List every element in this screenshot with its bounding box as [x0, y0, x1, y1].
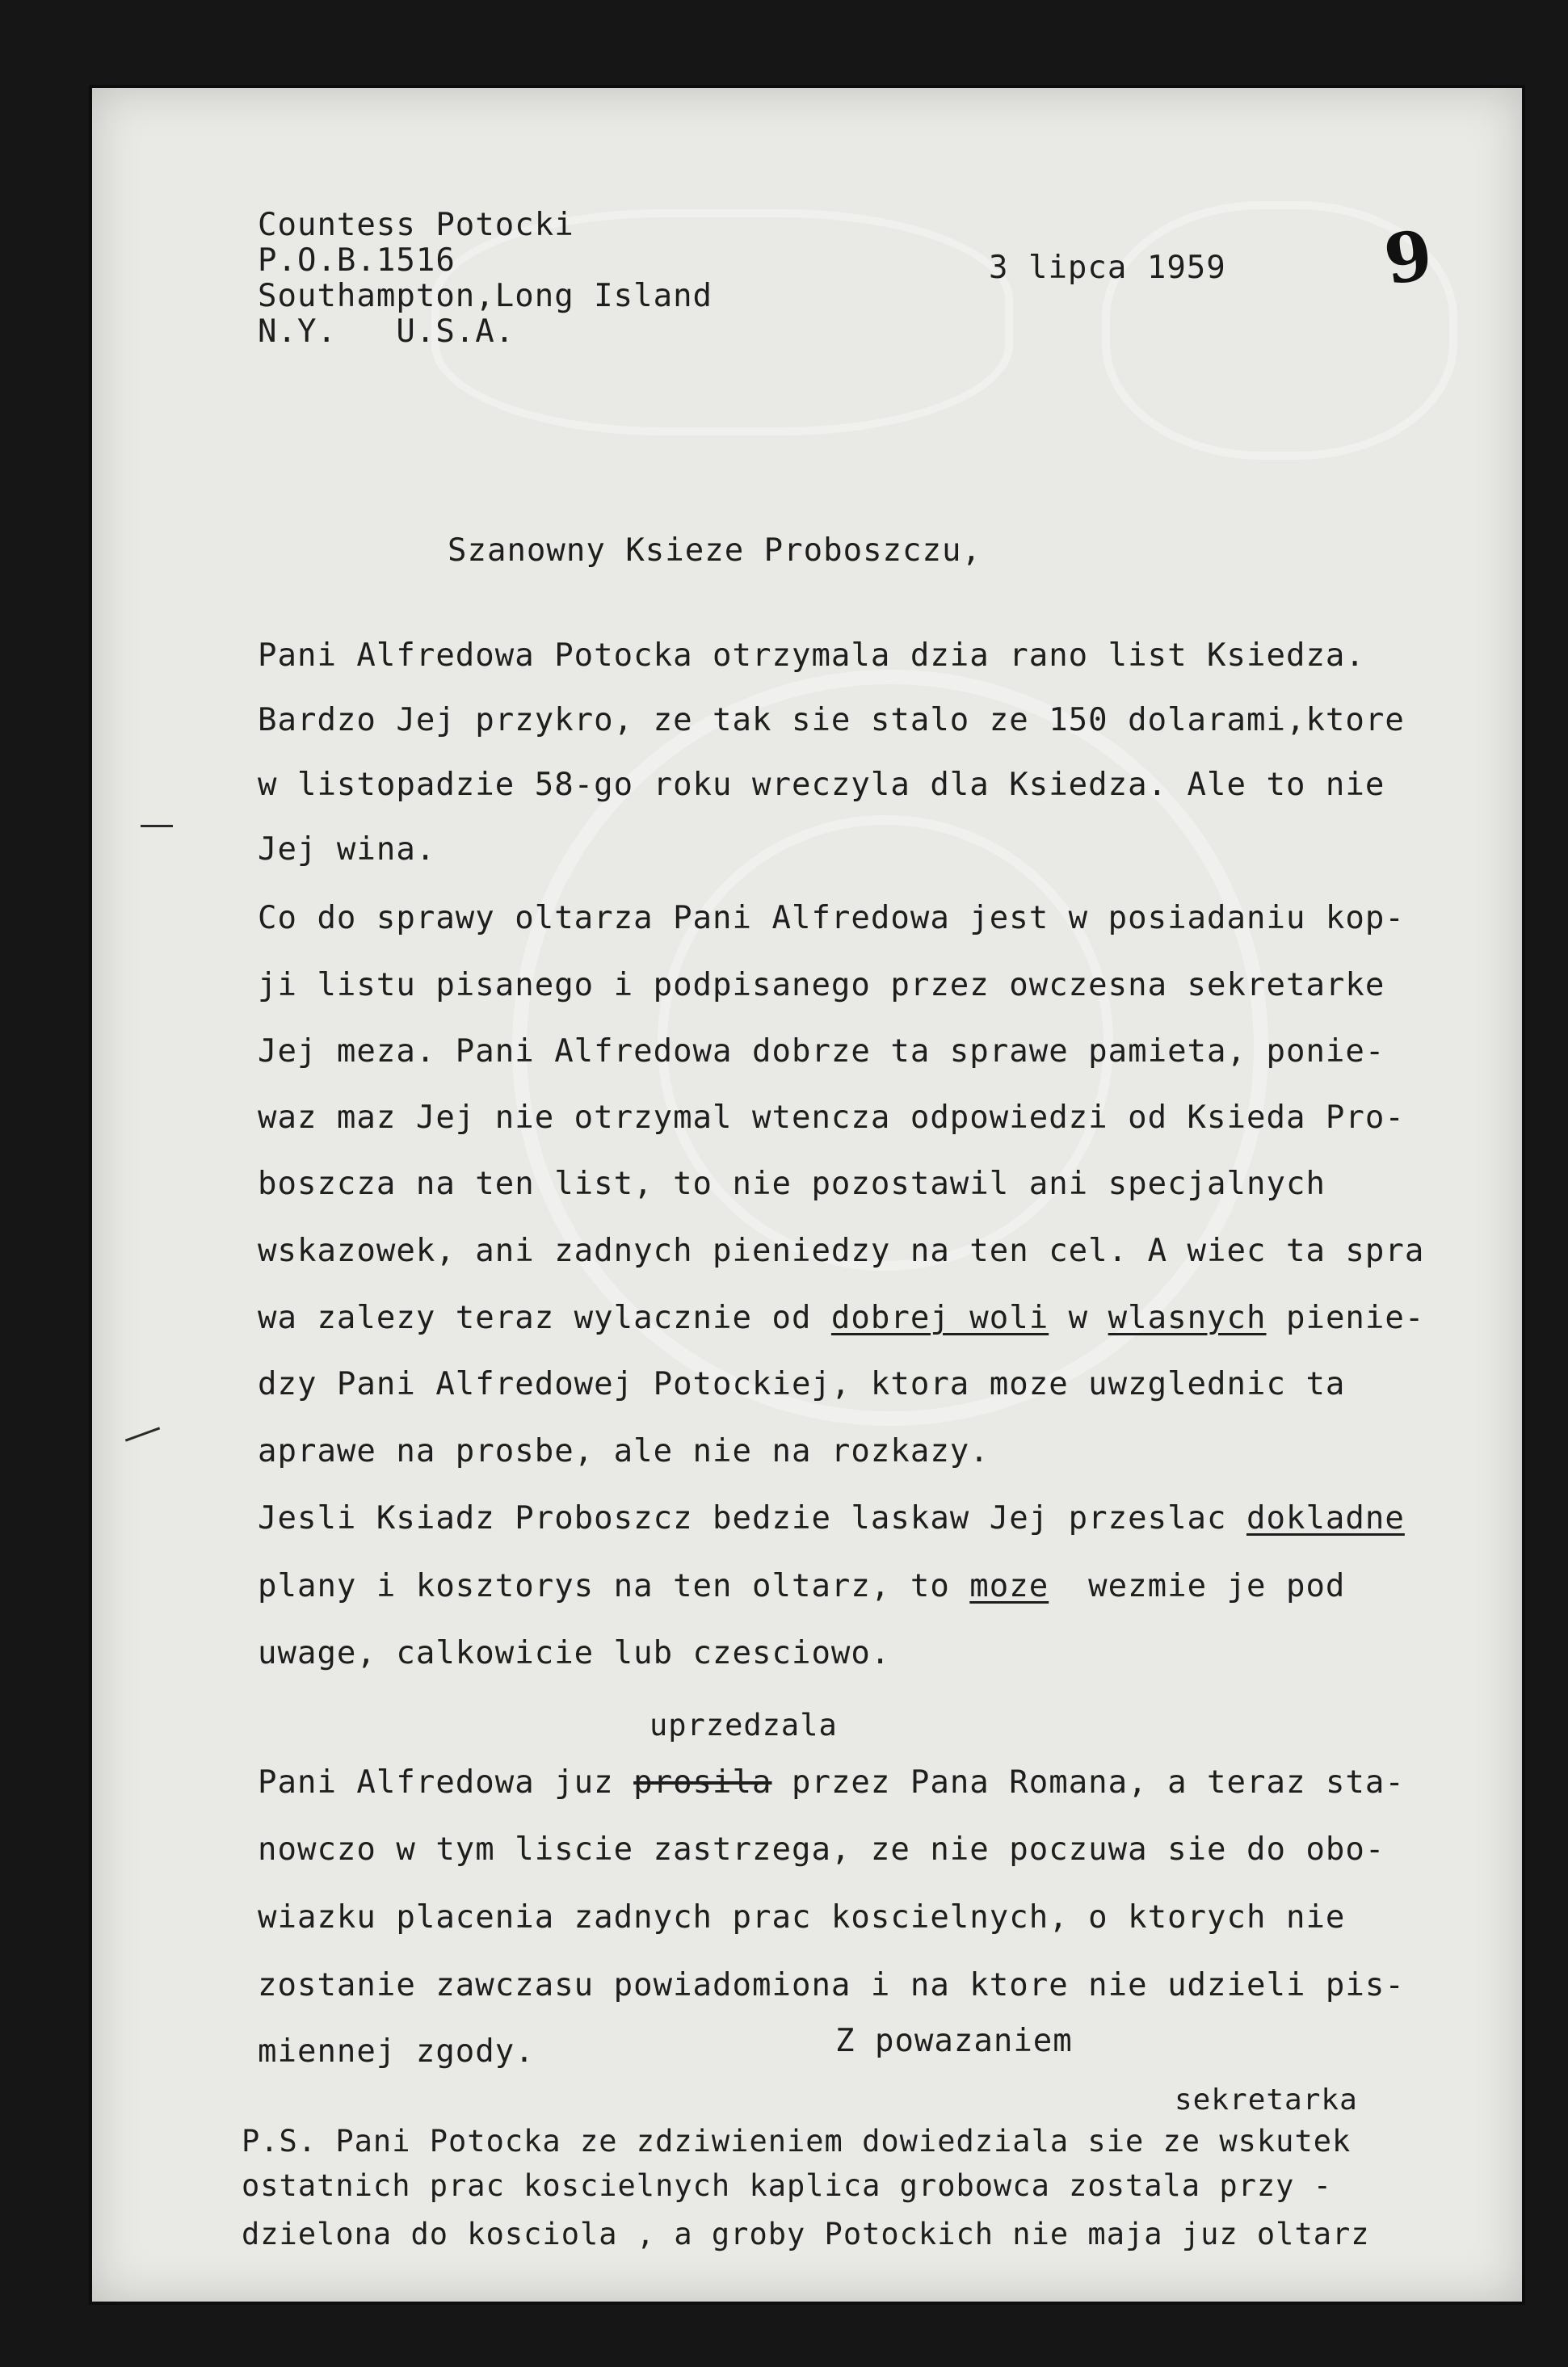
body-line — [258, 1764, 1405, 1801]
body-line: Jej wina. — [258, 831, 436, 868]
body-line — [258, 1568, 1345, 1604]
body-text: wezmie je pod — [1049, 1568, 1346, 1604]
postscript-line: ostatnich prac koscielnych kaplica grobowca zostala przy - — [242, 2168, 1333, 2203]
body-text: w — [1049, 1300, 1108, 1336]
margin-mark — [125, 1427, 160, 1441]
body-line: ji listu pisanego i podpisanego przez owczesna sekretarke — [258, 967, 1385, 1003]
body-line: Co do sprawy oltarza Pani Alfredowa jest w posiadaniu kop- — [258, 900, 1405, 936]
body-line: boszcza na ten list, to nie pozostawil ani specjalnych — [258, 1166, 1326, 1202]
body-line — [258, 1300, 1424, 1336]
address-line: N.Y. U.S.A. — [258, 313, 515, 350]
body-line: dzy Pani Alfredowej Potockiej, ktora moze uwzglednic ta — [258, 1366, 1346, 1402]
closing: Z powazaniem — [835, 2023, 1073, 2059]
letter-date: 3 lipca 1959 — [989, 250, 1226, 286]
body-text: Jesli Ksiadz Proboszcz bedzie laskaw Jej przeslac — [258, 1500, 1246, 1537]
underlined-text: dokladne — [1246, 1500, 1405, 1537]
underlined-text: moze — [969, 1568, 1049, 1604]
body-text: plany i kosztorys na ten oltarz, to — [258, 1568, 970, 1604]
signature-title: sekretarka — [1175, 2083, 1358, 2117]
margin-mark — [141, 825, 173, 827]
body-line: zostanie zawczasu powiadomiona i na ktore nie udzieli pis- — [258, 1967, 1405, 2003]
body-text: wa zalezy teraz wylacznie od — [258, 1300, 831, 1336]
body-line: waz maz Jej nie otrzymal wtencza odpowiedzi od Ksieda Pro- — [258, 1099, 1405, 1136]
body-line: miennej zgody. — [258, 2033, 535, 2070]
body-text: Pani Alfredowa juz — [258, 1764, 634, 1801]
salutation: Szanowny Ksieze Proboszczu, — [448, 532, 982, 569]
underlined-text: wlasnych — [1108, 1300, 1267, 1336]
body-line — [258, 1500, 1405, 1537]
body-line: Pani Alfredowa Potocka otrzymala dzia rano list Ksiedza. — [258, 637, 1365, 674]
body-line: wiazku placenia zadnych prac koscielnych, o ktorych nie — [258, 1899, 1346, 1936]
address-line: Southampton,Long Island — [258, 278, 713, 314]
body-line: w listopadzie 58-go roku wreczyla dla Ksiedza. Ale to nie — [258, 767, 1385, 803]
struck-text: prosila — [633, 1764, 772, 1801]
postscript-line: P.S. Pani Potocka ze zdziwieniem dowiedziala sie ze wskutek — [242, 2124, 1352, 2159]
handwritten-insertion: uprzedzala — [649, 1708, 838, 1743]
body-line: uwage, calkowicie lub czesciowo. — [258, 1635, 891, 1671]
body-line: wskazowek, ani zadnych pieniedzy na ten cel. A wiec ta spra — [258, 1233, 1425, 1269]
underlined-text: dobrej woli — [830, 1300, 1049, 1336]
sender-address — [258, 208, 713, 350]
letter-page — [89, 85, 1525, 2305]
postscript-line: dzielona do kosciola , a groby Potockich nie maja juz oltarz — [242, 2217, 1370, 2251]
body-line: aprawe na prosbe, ale nie na rozkazy. — [258, 1433, 990, 1469]
address-line: P.O.B.1516 — [258, 242, 456, 279]
body-line: nowczo w tym liscie zastrzega, ze nie poczuwa sie do obo- — [258, 1831, 1385, 1868]
page-number: 9 — [1379, 214, 1438, 301]
address-line: Countess Potocki — [258, 207, 574, 243]
body-text: pienie- — [1266, 1300, 1425, 1336]
body-line: Jej meza. Pani Alfredowa dobrze ta sprawe pamieta, ponie- — [258, 1033, 1385, 1070]
body-text: przez Pana Romana, a teraz sta- — [771, 1764, 1405, 1801]
body-line: Bardzo Jej przykro, ze tak sie stalo ze 150 dolarami,ktore — [258, 702, 1405, 738]
